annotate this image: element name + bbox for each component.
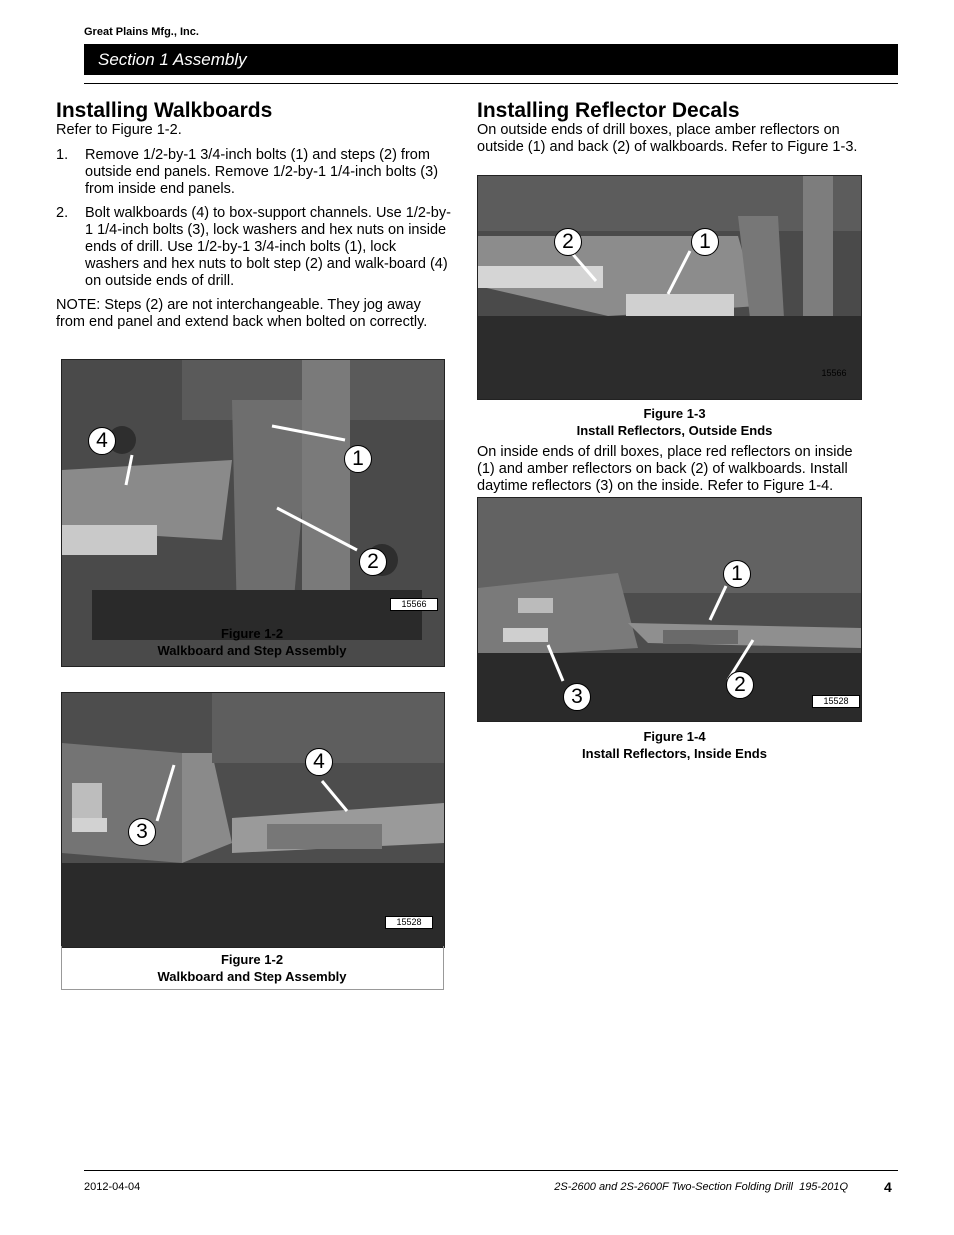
section-title: Section 1 Assembly bbox=[98, 50, 247, 69]
callout-4: 4 bbox=[305, 748, 333, 776]
figure-title: Walkboard and Step Assembly bbox=[157, 969, 347, 984]
section-bar bbox=[84, 44, 898, 75]
callout-3: 3 bbox=[128, 818, 156, 846]
photo-inside-end-illustration bbox=[62, 693, 444, 947]
photo-inside-reflectors-illustration bbox=[478, 498, 861, 721]
footer-date: 2012-04-04 bbox=[84, 1181, 141, 1193]
figure-title: Install Reflectors, Inside Ends bbox=[582, 746, 767, 761]
company-name: Great Plains Mfg., Inc. bbox=[84, 26, 199, 38]
step-1 bbox=[56, 147, 449, 198]
callout-3: 3 bbox=[563, 683, 591, 711]
callout-2: 2 bbox=[726, 671, 754, 699]
reflector-para-2: On inside ends of drill boxes, place red reflectors on inside (1) and amber reflectors on back (2) of walkboards. Install daytime reflectors (3) on the inside. Refer to Figure 1-4. bbox=[477, 444, 853, 494]
figure-1-4-caption bbox=[477, 728, 872, 762]
callout-2: 2 bbox=[359, 548, 387, 576]
callout-1: 1 bbox=[344, 445, 372, 473]
figure-1-3-caption bbox=[477, 405, 872, 439]
photo-code: 15566 bbox=[821, 368, 847, 378]
reflector-heading: Installing Reflector Decals bbox=[477, 99, 740, 122]
figure-walkboard-outside-photo bbox=[61, 359, 445, 667]
figure-title: Install Reflectors, Outside Ends bbox=[576, 423, 773, 438]
figure-number: Figure 1-4 bbox=[643, 729, 706, 744]
figure-1-2-caption bbox=[61, 625, 443, 659]
page-number: 4 bbox=[884, 1179, 892, 1195]
figure-reflectors-outside-photo bbox=[477, 175, 862, 400]
photo-code: 15528 bbox=[385, 916, 433, 929]
header-rule bbox=[84, 83, 898, 84]
figure-number: Figure 1-2 bbox=[220, 952, 284, 967]
callout-1: 1 bbox=[691, 228, 719, 256]
figure-reflectors-inside-photo bbox=[477, 497, 862, 722]
figure-number: Figure 1-3 bbox=[643, 406, 706, 421]
step-2-text: Bolt walkboards (4) to box-support channels. Use 1/2-by-1 1/4-inch bolts (3), lock washers and hex nuts on inside ends of drill. Use 1/2-by-1 3/4-inch bolts (1), lock washers and hex nuts to bolt step (2) and walk-board (4) on outside ends of drill. bbox=[85, 205, 451, 289]
step-2-number: 2. bbox=[56, 205, 69, 221]
callout-1: 1 bbox=[723, 560, 751, 588]
walkboards-note: NOTE: Steps (2) are not interchangeable. They jog away from end panel and extend back when bolted on correctly. bbox=[56, 297, 428, 330]
photo-outside-reflectors-illustration bbox=[478, 176, 861, 399]
figure-walkboard-inside-photo bbox=[61, 692, 445, 948]
figure-number: Figure 1-2 bbox=[220, 626, 284, 641]
figure-title: Walkboard and Step Assembly bbox=[157, 643, 347, 658]
walkboards-heading: Installing Walkboards bbox=[56, 99, 273, 122]
photo-code: 15566 bbox=[390, 598, 438, 611]
step-1-text: Remove 1/2-by-1 3/4-inch bolts (1) and steps (2) from outside end panels. Remove 1/2-by-1 1/4-inch bolts (3) from inside end panels. bbox=[85, 147, 439, 197]
footer-rule bbox=[84, 1170, 898, 1171]
photo-outside-end-illustration bbox=[62, 360, 444, 666]
walkboards-intro: Refer to Figure 1-2. bbox=[56, 122, 182, 138]
footer-document-title: 2S-2600 and 2S-2600F Two-Section Folding Drill 195-201Q bbox=[554, 1181, 848, 1193]
step-1-number: 1. bbox=[56, 147, 69, 163]
reflector-para-1: On outside ends of drill boxes, place amber reflectors on outside (1) and back (2) of walkboards. Refer to Figure 1-3. bbox=[477, 122, 858, 155]
photo-code: 15528 bbox=[812, 695, 860, 708]
step-2 bbox=[56, 205, 451, 290]
callout-2: 2 bbox=[554, 228, 582, 256]
figure-frame-bottom bbox=[61, 946, 444, 990]
callout-4: 4 bbox=[88, 427, 116, 455]
